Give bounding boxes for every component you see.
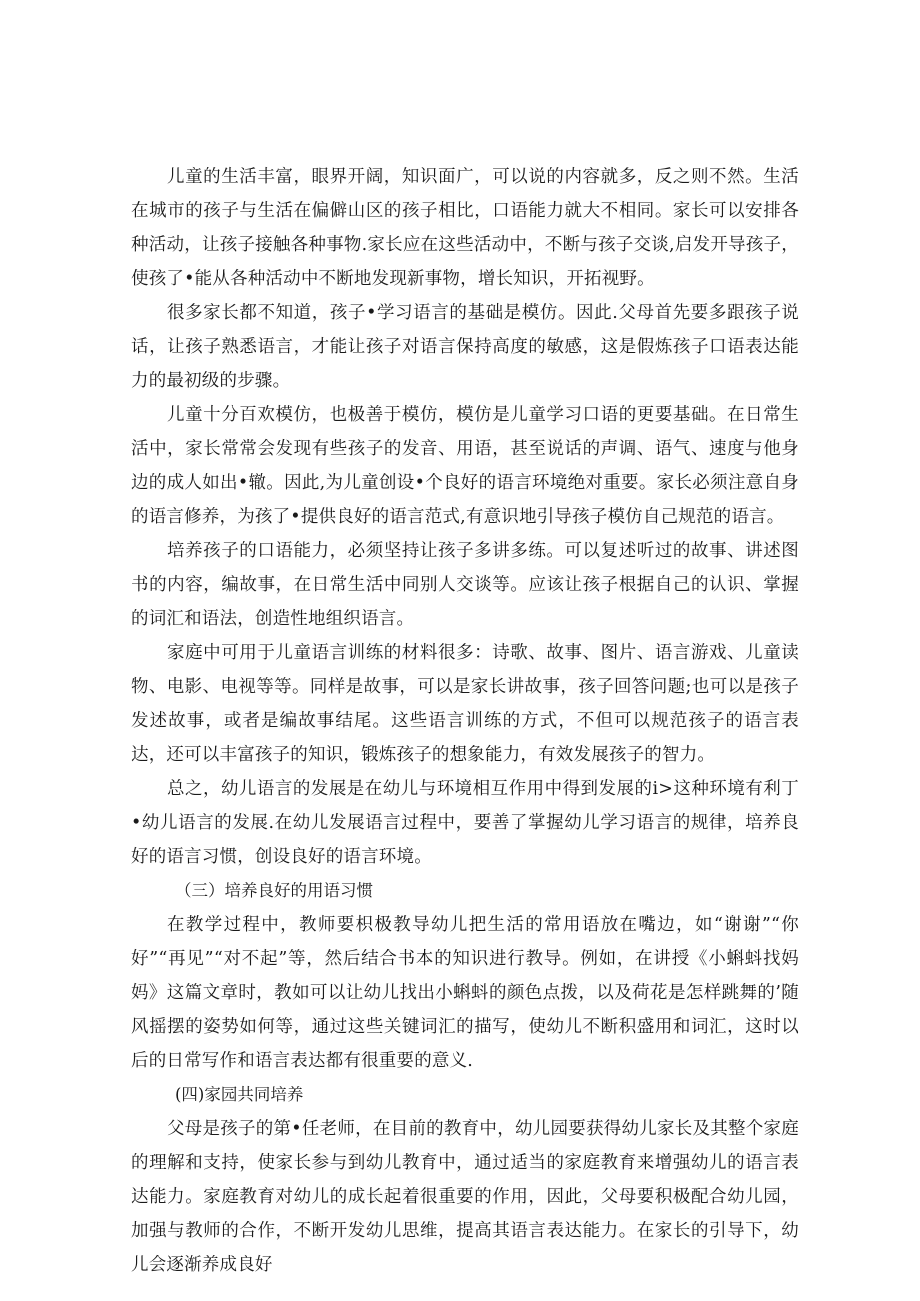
paragraph-5: 家庭中可用于儿童语言训练的材料很多：诗歌、故事、图片、语言游戏、儿童读物、电影、电视等等。同样是故事，可以是家长讲故事，孩子回答问题;也可以是孩子发述故事，或者是编故事结尾。这些语言训练的方式，不但可以规范孩子的语言表达，还可以丰富孩子的知识，锻炼孩子的想象能力，有效发展孩子的智力。: [131, 643, 799, 765]
paragraph-7: 在教学过程中，教师要枳极教导幼儿把生活的常用语放在嘴边，如“谢谢”“你好”“再见”“对不起”等，然后结合书本的知识进行教导。例如，在讲授《小蝌蚪找妈妈》这篇文章时，教如可以让幼儿找出小蝌蚪的颜色点拨，以及荷花是怎样跳舞的’随风摇摆的姿势如何等，通过这些关键词汇的描写，使幼儿不断积盛用和词汇，这时以后的日常写作和语言表达都有很重要的意义.: [131, 915, 799, 1071]
paragraph-4: 培养孩子的口语能力，必须坚持让孩子多讲多练。可以复述听过的故事、讲述图书的内容，编故事，在日常生活中同别人交谈等。应该让孩子根据自己的认识、掌握的词汇和语法，创造性地组织语言。: [131, 541, 799, 629]
paragraph-8: 父母是孩子的第•任老师，在目前的教育中，幼儿园要获得幼儿家长及其整个家庭的理解和支持，使家长参与到幼儿教育中，通过适当的家庭教育来增强幼儿的语言表达能力。家庭教育对幼儿的成长起着很重要的作用，因此，父母要积极配合幼儿园，加强与教师的合作，不断开发幼儿思维，提高其语言表达能力。在家长的引导下，幼儿会逐渐养成良好: [131, 1119, 799, 1275]
section-heading-4: (四)家园共同培养: [175, 1085, 304, 1104]
paragraph-3: 儿童十分百欢模仿，也极善于模仿，模仿是儿童学习口语的更要基础。在日常生活中，家长常常会发现有些孩子的发音、用语，甚至说话的声调、语气、速度与他身边的成人如出•辙。因此,为儿童创设•个良好的语言环境绝对重要。家长必须注意自身的语言修养，为孩了•提供良好的语言范式,有意识地引导孩子模仿自己规范的语言。: [131, 405, 799, 527]
paragraph-6: 总之，幼儿语言的发展是在幼儿与环境相互作用中得到发展的i>这种环境有利丁•幼儿语言的发展.在幼儿发展语言过程中，要善了掌握幼儿学习语言的规律，培养良好的语言习惯，创设良好的语言环境。: [131, 779, 799, 867]
section-heading-3: （三）培养良好的用语习惯: [175, 881, 373, 900]
paragraph-2: 很多家长都不知道，孩子•学习语言的基础是模仿。因此.父母首先要多跟孩子说话，让孩子熟悉语言，才能让孩子对语言保持高度的敏感，这是假炼孩子口语表达能力的最初级的步骤。: [131, 303, 799, 391]
paragraph-1: 儿童的生活丰富，眼界开阔，知识面广，可以说的内容就多，反之则不然。生活在城市的孩子与生活在偏僻山区的孩子相比，口语能力就大不相同。家长可以安排各种活动，让孩子接触各种事物.家长应在这些活动中，不断与孩子交谈,启发开导孩子，使孩了•能从各种活动中不断地发现新事物，增长知识，开拓视野。: [131, 167, 799, 289]
document-body: [131, 160, 799, 1282]
